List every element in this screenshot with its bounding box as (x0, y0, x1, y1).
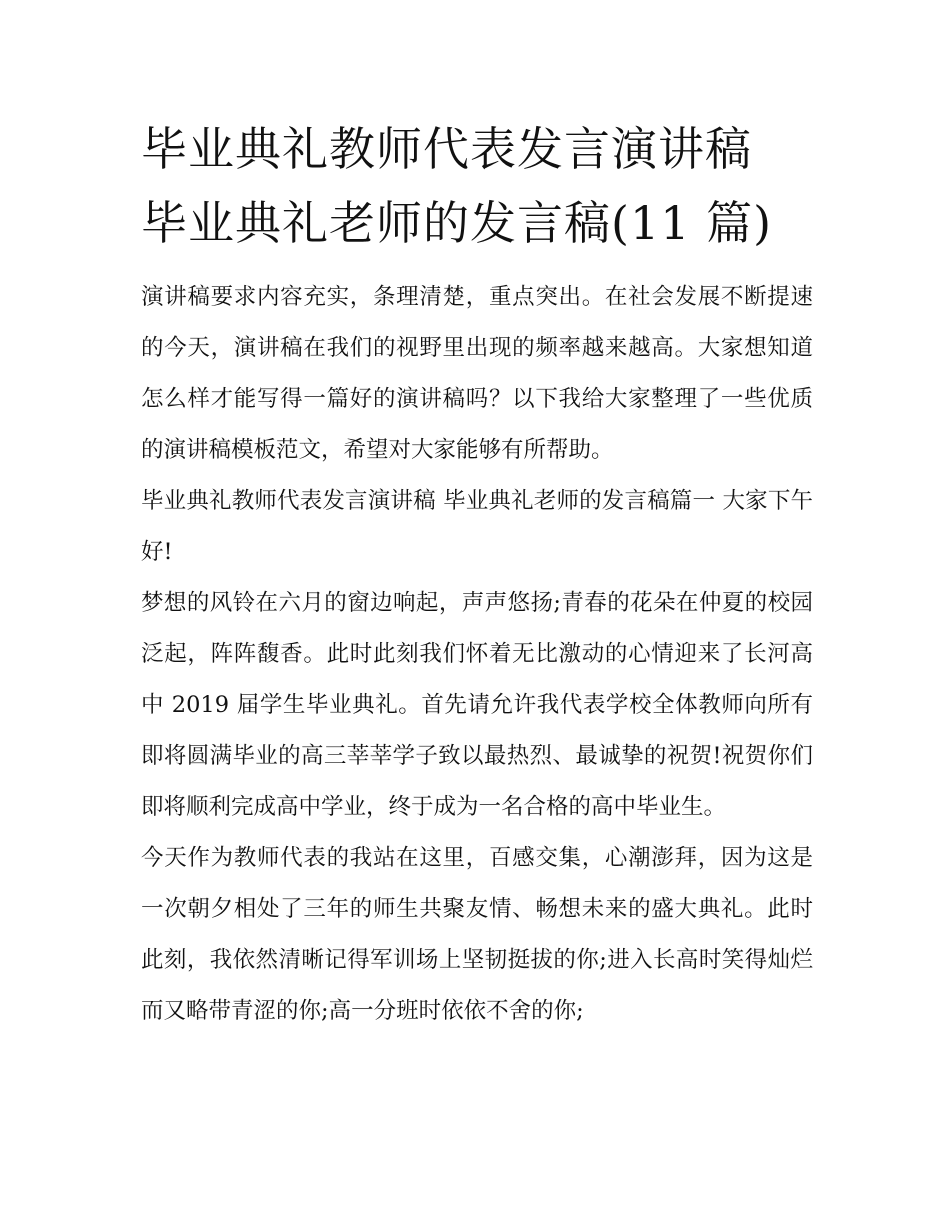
paragraph-memories: 今天作为教师代表的我站在这里，百感交集，心潮澎拜，因为这是一次朝夕相处了三年的师生共聚友情、畅想未来的盛大典礼。此时此刻，我依然清晰记得军训场上坚韧挺拔的你;进入长高时笑得灿烂而又略带青涩的你;高一分班时依依不舍的你; (141, 845, 813, 1024)
document-body (141, 272, 813, 1037)
document-title (141, 112, 813, 260)
title-line-2: 毕业典礼老师的发言稿(11 篇) (141, 196, 773, 250)
title-line-1: 毕业典礼教师代表发言演讲稿 (141, 122, 752, 176)
document-page (141, 112, 813, 1037)
paragraph-greeting: 毕业典礼教师代表发言演讲稿 毕业典礼老师的发言稿篇一 大家下午好! (141, 488, 813, 565)
paragraph-intro: 演讲稿要求内容充实，条理清楚，重点突出。在社会发展不断提速的今天，演讲稿在我们的视野里出现的频率越来越高。大家想知道怎么样才能写得一篇好的演讲稿吗？以下我给大家整理了一些优质的演讲稿模板范文，希望对大家能够有所帮助。 (141, 284, 813, 463)
paragraph-ceremony: 梦想的风铃在六月的窗边响起，声声悠扬;青春的花朵在仲夏的校园泛起，阵阵馥香。此时此刻我们怀着无比激动的心情迎来了长河高中 2019 届学生毕业典礼。首先请允许我代表学校全体教师向所有即将圆满毕业的高三莘莘学子致以最热烈、最诚挚的祝贺!祝贺你们即将顺利完成高中学业，终于成为一名合格的高中毕业生。 (141, 590, 813, 820)
